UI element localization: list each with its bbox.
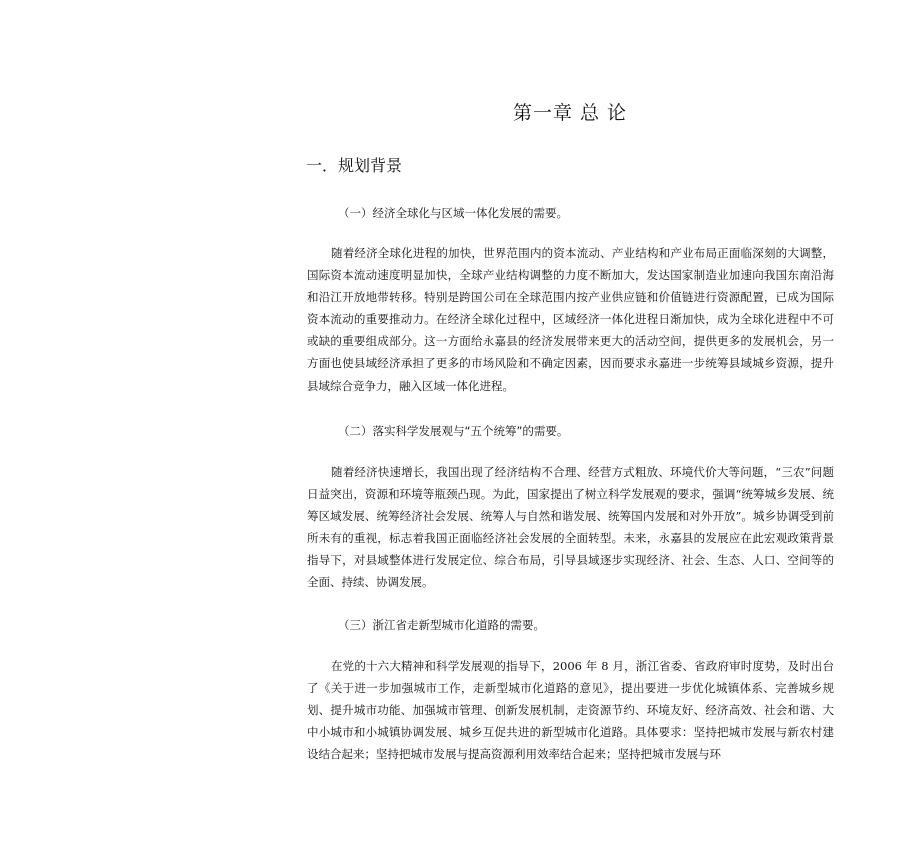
subsection-paragraph-2: 随着经济快速增长，我国出现了经济结构不合理、经营方式粗放、环境代价大等问题，“三农”问题日益突出，资源和环境等瓶颈凸现。为此，国家提出了树立科学发展观的要求，强调“统筹城乡发展、统筹区域发展、统筹经济社会发展、统筹人与自然和谐发展、统筹国内发展和对外开放”。城乡协调受到前所未有的重视，标志着我国正面临经济社会发展的全面转型。未来，永嘉县的发展应在此宏观政策背景指导下，对县域整体进行发展定位、综合布局，引导县域逐步实现经济、社会、生态、人口、空间等的全面、持续、协调发展。 xyxy=(307,465,834,590)
subsection-heading-3: （三）浙江省走新型城市化道路的需要。 xyxy=(338,618,545,632)
subsection-heading-1: （一）经济全球化与区域一体化发展的需要。 xyxy=(338,206,568,220)
chapter-title: 第一章 总 论 xyxy=(512,102,628,124)
section-title: 一．规划背景 xyxy=(306,156,403,175)
subsection-paragraph-1: 随着经济全球化进程的加快，世界范围内的资本流动、产业结构和产业布局正面临深刻的大调整，国际资本流动速度明显加快，全球产业结构调整的力度不断加大，发达国家制造业加速向我国东南沿海和沿江开放地带转移。特别是跨国公司在全球范围内按产业供应链和价值链进行资源配置，已成为国际资本流动的重要推动力。在经济全球化过程中，区域经济一体化进程日渐加快，成为全球化进程中不可或缺的重要组成部分。这一方面给永嘉县的经济发展带来更大的活动空间，提供更多的发展机会，另一方面也使县域经济承担了更多的市场风险和不确定因素，因而要求永嘉进一步统筹县域城乡资源，提升县域综合竞争力，融入区域一体化进程。 xyxy=(307,246,834,393)
subsection-paragraph-3: 在党的十六大精神和科学发展观的指导下，2006 年 8 月，浙江省委、省政府审时度势，及时出台了《关于进一步加强城市工作，走新型城市化道路的意见》，提出要进一步优化城镇体系、完善城乡规划、提升城市功能、加强城市管理、创新发展机制，走资源节约、环境友好、经济高效、社会和谐、大中小城市和小城镇协调发展、城乡互促共进的新型城市化道路。具体要求：坚持把城市发展与新农村建设结合起来；坚持把城市发展与提高资源利用效率结合起来；坚持把城市发展与环 xyxy=(307,659,834,762)
subsection-heading-2: （二）落实科学发展观与“五个统筹”的需要。 xyxy=(338,424,569,438)
